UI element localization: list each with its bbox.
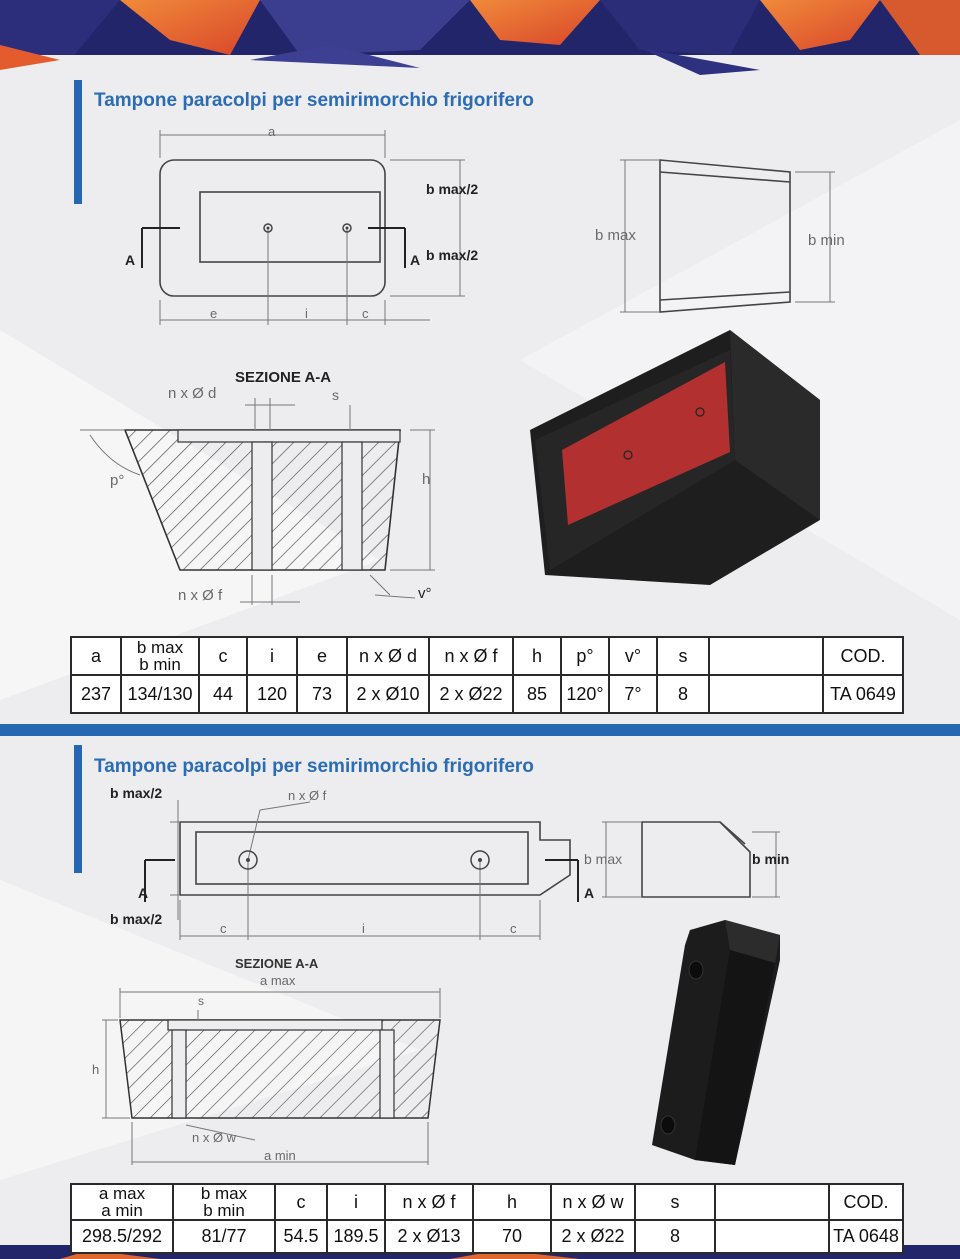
dim-c-label: c: [362, 306, 369, 321]
table2-cell: 54.5: [275, 1220, 327, 1253]
table2-cell: [715, 1220, 829, 1253]
table1-cell: 134/130: [121, 675, 199, 713]
table1-header-i: i: [247, 637, 297, 675]
dim-amax-label: a max: [260, 973, 296, 988]
dim-a-label: a: [268, 124, 276, 139]
section2-title-accent: [74, 745, 82, 873]
table2-header-cod: COD.: [829, 1184, 903, 1220]
dim-bmax2-top-label: b max/2: [110, 785, 163, 801]
table2-header-nxw: n x Ø w: [551, 1184, 635, 1220]
table1-header-s: s: [657, 637, 709, 675]
section-marker-left: A: [125, 252, 136, 268]
table1-header-h: h: [513, 637, 561, 675]
table1-cell: 44: [199, 675, 247, 713]
dim-h-label: h: [422, 471, 431, 488]
section-marker-left: A: [138, 885, 149, 901]
table1-header-v: v°: [609, 637, 657, 675]
dim-s-label: s: [198, 994, 204, 1008]
table2-cell: 70: [473, 1220, 551, 1253]
dim-bmax2-bot-label: b max/2: [110, 911, 163, 927]
section-marker-right: A: [410, 252, 421, 268]
dim-nxf-label: n x Ø f: [178, 587, 223, 604]
table1-header-bmax-bmin: b max b min: [121, 637, 199, 675]
dim-i-label: i: [305, 306, 308, 321]
section-label: SEZIONE A-A: [235, 956, 319, 971]
table1-cell: 8: [657, 675, 709, 713]
section2-cross-section-drawing: [80, 950, 460, 1170]
table2-cell: 298.5/292: [71, 1220, 173, 1253]
table1-header-blank: [709, 637, 823, 675]
table2-cell: 81/77: [173, 1220, 275, 1253]
section2-3d-render: [640, 915, 800, 1170]
table1-header-e: e: [297, 637, 347, 675]
section1-spec-table: [70, 636, 904, 714]
table1-header-a: a: [71, 637, 121, 675]
table1-cell: 2 x Ø10: [347, 675, 429, 713]
section1-side-view-drawing: [580, 150, 880, 320]
section-divider: [0, 724, 960, 736]
table2-header-blank: [715, 1184, 829, 1220]
table1-cell: 2 x Ø22: [429, 675, 513, 713]
section2-spec-table: [70, 1183, 904, 1254]
table1-cell: 7°: [609, 675, 657, 713]
table1-header-nxf: n x Ø f: [429, 637, 513, 675]
dim-nxw-label: n x Ø w: [192, 1130, 237, 1145]
section1-top-view-drawing: [100, 120, 520, 330]
dim-nxd-label: n x Ø d: [168, 385, 217, 402]
dim-bmin-label: b min: [808, 232, 845, 249]
table1-cell-code: TA 0649: [823, 675, 903, 713]
table2-header-amax-amin: a max a min: [71, 1184, 173, 1220]
dim-bmax-label: b max: [584, 851, 623, 867]
dim-h-label: h: [92, 1062, 100, 1077]
section1-cross-section-drawing: [70, 360, 490, 610]
table2-header-bmax-bmin: b max b min: [173, 1184, 275, 1220]
table1-cell: 73: [297, 675, 347, 713]
section2-side-view-drawing: [580, 812, 820, 912]
section1-3d-render: [520, 320, 840, 590]
section-marker-right: A: [584, 885, 595, 901]
table1-cell: 120: [247, 675, 297, 713]
table2-cell: 2 x Ø22: [551, 1220, 635, 1253]
section2-top-view-drawing: [100, 780, 600, 945]
table2-header-s: s: [635, 1184, 715, 1220]
table1-header-c: c: [199, 637, 247, 675]
dim-nxf-label: n x Ø f: [288, 788, 327, 803]
dim-c-left-label: c: [220, 921, 227, 936]
table1-cell: [709, 675, 823, 713]
dim-c-right-label: c: [510, 921, 517, 936]
table2-cell: 189.5: [327, 1220, 385, 1253]
table1-header-cod: COD.: [823, 637, 903, 675]
dim-bmax2-bot-label: b max/2: [426, 247, 479, 263]
table1-header-nxd: n x Ø d: [347, 637, 429, 675]
table1-cell: 237: [71, 675, 121, 713]
table2-header-i: i: [327, 1184, 385, 1220]
dim-bmax2-top-label: b max/2: [426, 181, 479, 197]
dim-bmin-label: b min: [752, 851, 790, 867]
section1-title-accent: [74, 80, 82, 204]
table1-cell: 120°: [561, 675, 609, 713]
table2-header-nxf: n x Ø f: [385, 1184, 473, 1220]
dim-p-label: p°: [110, 472, 125, 489]
table1-header-p: p°: [561, 637, 609, 675]
section2-title: Tampone paracolpi per semirimorchio frigorifero: [94, 756, 534, 777]
table2-cell: 8: [635, 1220, 715, 1253]
dim-e-label: e: [210, 306, 218, 321]
table2-cell: 2 x Ø13: [385, 1220, 473, 1253]
dim-i-label: i: [362, 921, 365, 936]
section1-title: Tampone paracolpi per semirimorchio frigorifero: [94, 90, 534, 111]
dim-bmax-label: b max: [595, 227, 636, 244]
table2-cell-code: TA 0648: [829, 1220, 903, 1253]
dim-v-label: v°: [418, 585, 432, 602]
table2-header-h: h: [473, 1184, 551, 1220]
table1-cell: 85: [513, 675, 561, 713]
dim-amin-label: a min: [264, 1148, 296, 1163]
dim-s-label: s: [332, 387, 339, 403]
section-label: SEZIONE A-A: [235, 369, 332, 386]
table2-header-c: c: [275, 1184, 327, 1220]
